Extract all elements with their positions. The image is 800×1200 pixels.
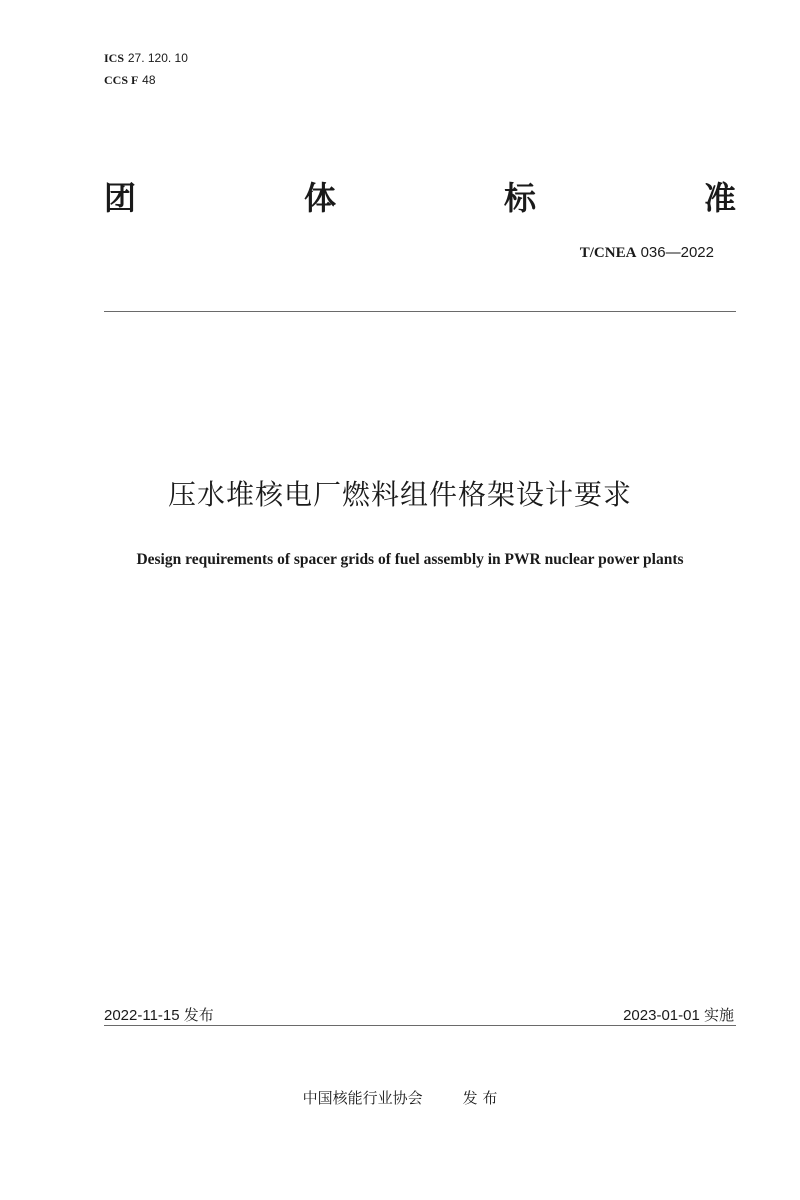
standard-code-number: 036—2022 — [640, 244, 714, 261]
title-english: Design requirements of spacer grids of fuel assembly in PWR nuclear power plants — [136, 551, 684, 568]
ccs-classification — [104, 73, 156, 87]
standard-type-char: 准 — [703, 179, 736, 217]
publisher-action: 发 布 — [462, 1089, 498, 1107]
ccs-value: 48 — [142, 73, 156, 87]
ccs-label: CCS F — [104, 73, 139, 87]
standard-code-prefix: T/CNEA — [579, 245, 637, 261]
publisher-line — [0, 1087, 800, 1108]
publisher-organization: 中国核能行业协会 — [302, 1089, 423, 1107]
standard-type-char: 标 — [503, 179, 536, 217]
standard-code — [580, 244, 714, 262]
ics-label: ICS — [104, 51, 125, 65]
title-chinese: 压水堆核电厂燃料组件格架设计要求 — [167, 478, 632, 511]
implementation-date: 2023-01-01 实施 — [623, 1007, 734, 1024]
bottom-divider — [104, 1025, 736, 1026]
standard-type-char: 体 — [303, 179, 336, 217]
standard-type-heading — [104, 176, 736, 216]
top-divider — [104, 311, 736, 312]
standard-type-char: 团 — [104, 179, 137, 217]
issue-date: 2022-11-15 发布 — [104, 1007, 214, 1024]
ics-classification — [104, 51, 188, 65]
ics-value: 27. 120. 10 — [127, 51, 188, 65]
